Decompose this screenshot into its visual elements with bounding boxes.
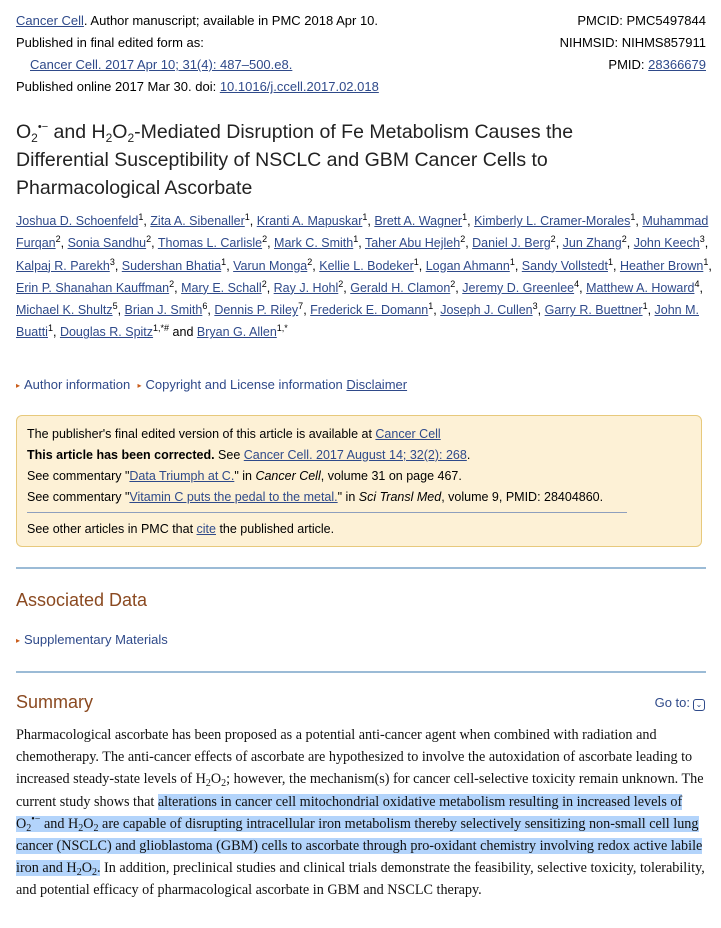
manuscript-note: . Author manuscript; available in PMC 2018 Apr 10.	[83, 13, 379, 28]
triangle-right-icon: ▸	[137, 381, 142, 390]
author-link[interactable]: Kellie L. Bodeker	[319, 258, 414, 273]
author-link[interactable]: John Keech	[633, 236, 700, 251]
selected-text: alterations in cancer cell mitochondrial oxidative metabolism resulting in increased levels of $O_2^{•-}$ and $H_2O_2$ are capable of disrupting intracellular iron metabolism thereby selectively sensitizing non-small cell lung cancer (NSCLC) and glioblastoma (GBM) cells to ascorbate through pro-oxidant chemistry involving redox active labile iron and $H_2O_2$.	[16, 793, 703, 879]
author-information-link[interactable]: Author information	[24, 377, 131, 392]
article-title: $O_2^{•-}$ and $H_2O_2$-Mediated Disruption of Fe Metabolism Causes the Differential Susceptibility of NSCLC and GBM Cancer Cells to Pharmacological Ascorbate	[16, 121, 574, 199]
author-link[interactable]: Sudershan Bhatia	[121, 258, 222, 273]
author-link[interactable]: Joshua D. Schoenfeld	[16, 214, 139, 228]
author-list: Joshua D. Schoenfeld$^1$, Zita A. Sibenaller$^1$, Kranti A. Mapuskar$^1$, Brett A. Wagner$^1$, Kimberly L. Cramer-Morales$^1$, Muhammad Furqan$^2$, Sonia Sandhu$^2$, Thomas L. Carlisle$^2$, Mark C. Smith$^1$, Taher Abu Hejleh$^2$, Daniel J. Berg$^2$, Jun Zhang$^2$, John Keech$^3$, Kalpaj R. Parekh$^3$, Sudershan Bhatia$^1$, Varun Monga$^2$, Kellie L. Bodeker$^1$, Logan Ahmann$^1$, Sandy Vollstedt$^1$, Heather Brown$^1$, Erin P. Shanahan Kauffman$^2$, Mary E. Schall$^2$, Ray J. Hohl$^2$, Gerald H. Clamon$^2$, Jeremy D. Greenlee$^4$, Matthew A. Howard$^4$, Michael K. Shultz$^5$, Brian J. Smith$^6$, Dennis P. Riley$^7$, Frederick E. Domann$^1$, Joseph J. Cullen$^3$, Garry R. Buettner$^1$, John M. Buatti$^1$, Douglas R. Spitz$^{1,*\#}$ and Bryan G. Allen$^{1,*}$	[16, 212, 712, 340]
citation-meta	[16, 10, 706, 98]
author-link[interactable]: Ray J. Hohl	[273, 280, 339, 295]
publisher-notice-box: The publisher's final edited version of this article is available at Cancer Cell This article has been corrected. See Cancer Cell. 2017 August 14; 32(2): 268. See commentary "Data Triumph at C." in Cancer Cell, volume 31 on page 467. See commentary "Vitamin C puts the pedal to the metal." in Sci Transl Med, volume 9, PMID: 28404860. See other articles in PMC that cite the published article.	[16, 415, 702, 547]
author-link[interactable]: Thomas L. Carlisle	[157, 236, 263, 251]
supplementary-expander	[16, 632, 168, 647]
author-link[interactable]: Garry R. Buettner	[544, 303, 643, 318]
citation-link[interactable]: Cancer Cell. 2017 Apr 10; 31(4): 487–500.e8.	[30, 57, 293, 72]
author-link[interactable]: Erin P. Shanahan Kauffman	[16, 280, 170, 295]
divider	[27, 512, 627, 513]
affiliation-marker: 1	[138, 212, 144, 222]
doi-link[interactable]: 10.1016/j.ccell.2017.02.018	[219, 79, 379, 94]
author-link[interactable]: Brett A. Wagner	[374, 214, 463, 228]
author-link[interactable]: Logan Ahmann	[425, 258, 510, 273]
affiliation-marker: 1	[47, 323, 53, 334]
final-version-link[interactable]: Cancer Cell	[375, 427, 441, 441]
affiliation-marker: 2	[621, 234, 627, 245]
author-link[interactable]: Sandy Vollstedt	[521, 258, 608, 273]
affiliation-marker: 2	[450, 278, 456, 289]
author-link[interactable]: Joseph J. Cullen	[440, 303, 533, 318]
affiliation-marker: 2	[146, 234, 152, 245]
pmid-link[interactable]: 28366679	[648, 57, 706, 72]
author-link[interactable]: Kimberly L. Cramer-Morales	[474, 214, 631, 228]
affiliation-marker: 1	[509, 256, 515, 267]
triangle-right-icon: ▸	[16, 381, 21, 390]
section-rule	[16, 567, 706, 569]
author-link[interactable]: Michael K. Shultz	[16, 303, 113, 318]
correction-link[interactable]: Cancer Cell. 2017 August 14; 32(2): 268	[243, 448, 467, 462]
commentary-1-link[interactable]: Data Triumph at C.	[129, 469, 235, 483]
author-link[interactable]: Gerald H. Clamon	[350, 280, 451, 295]
affiliation-marker: 1	[607, 256, 613, 267]
affiliation-marker: 1	[413, 256, 419, 267]
section-rule	[16, 671, 706, 673]
affiliation-marker: 2	[460, 234, 466, 245]
affiliation-marker: 2	[307, 256, 313, 267]
pmid-label: PMID:	[608, 57, 649, 72]
author-link[interactable]: Matthew A. Howard	[586, 280, 695, 295]
affiliation-marker: 1	[221, 256, 227, 267]
author-expanders	[16, 377, 407, 392]
affiliation-marker: 1,*#	[153, 323, 170, 334]
affiliation-marker: 3	[532, 301, 538, 312]
author-link[interactable]: Douglas R. Spitz	[59, 325, 154, 340]
disclaimer-link[interactable]: Disclaimer	[346, 377, 408, 392]
affiliation-marker: 6	[202, 301, 208, 312]
chevron-down-icon[interactable]: ⌄	[693, 699, 705, 711]
author-link[interactable]: Mark C. Smith	[274, 236, 354, 251]
affiliation-marker: 2	[55, 234, 61, 245]
author-link[interactable]: Jeremy D. Greenlee	[462, 280, 575, 295]
affiliation-marker: 7	[298, 301, 304, 312]
affiliation-marker: 1	[630, 212, 636, 222]
author-link[interactable]: Heather Brown	[619, 258, 704, 273]
author-link[interactable]: Jun Zhang	[562, 236, 622, 251]
author-link[interactable]: John M. Buatti	[16, 303, 699, 340]
supplementary-materials-link[interactable]: Supplementary Materials	[24, 632, 168, 647]
author-link[interactable]: Zita A. Sibenaller	[150, 214, 245, 228]
triangle-right-icon: ▸	[16, 636, 21, 645]
author-link[interactable]: Frederick E. Domann	[310, 303, 429, 318]
journal-link[interactable]: Cancer Cell	[16, 13, 84, 28]
author-link[interactable]: Mary E. Schall	[181, 280, 262, 295]
summary-paragraph: Pharmacological ascorbate has been proposed as a potential anti-cancer agent when combined with radiation and chemotherapy. The anti-cancer effects of ascorbate are hypothesized to involve the autoxidation of ascorbate leading to increased steady-state levels of $H_2O_2$; however, the mechanism(s) for cancer cell-selective toxicity remain unknown. The current study shows that alterations in cancer cell mitochondrial oxidative metabolism resulting in increased levels of $O_2^{•-}$ and $H_2O_2$ are capable of disrupting intracellular iron metabolism thereby selectively sensitizing non-small cell lung cancer (NSCLC) and glioblastoma (GBM) cells to ascorbate through pro-oxidant chemistry involving redox active labile iron and $H_2O_2$. In addition, preclinical studies and clinical trials demonstrate the feasibility, selective toxicity, tolerability, and potential efficacy of pharmacological ascorbate in GBM and NSCLC therapy.	[16, 727, 705, 899]
author-link[interactable]: Bryan G. Allen	[196, 325, 277, 340]
online-prefix: Published online 2017 Mar 30. doi:	[16, 79, 220, 94]
affiliation-marker: 4	[574, 278, 580, 289]
affiliation-marker: 2	[338, 278, 344, 289]
author-link[interactable]: Sonia Sandhu	[67, 236, 147, 251]
commentary-2-link[interactable]: Vitamin C puts the pedal to the metal.	[129, 490, 338, 504]
associated-data-heading: Associated Data	[16, 590, 148, 610]
author-link[interactable]: Kranti A. Mapuskar	[256, 214, 363, 228]
affiliation-marker: 5	[112, 301, 118, 312]
affiliation-marker: 2	[262, 234, 268, 245]
author-link[interactable]: Dennis P. Riley	[214, 303, 299, 318]
author-link[interactable]: Kalpaj R. Parekh	[16, 258, 110, 273]
affiliation-marker: 1	[428, 301, 434, 312]
affiliation-marker: 1	[462, 212, 468, 222]
go-to-menu[interactable]: Go to: ⌄	[655, 695, 705, 711]
affiliation-marker: 2	[550, 234, 556, 245]
author-link[interactable]: Brian J. Smith	[124, 303, 203, 318]
author-link[interactable]: Varun Monga	[233, 258, 308, 273]
author-link[interactable]: Taher Abu Hejleh	[364, 236, 461, 251]
summary-heading: Summary	[16, 692, 94, 712]
affiliation-marker: 1	[353, 234, 359, 245]
affiliation-marker: 4	[694, 278, 700, 289]
affiliation-marker: 2	[169, 278, 175, 289]
affiliation-marker: 1	[362, 212, 368, 222]
pmcid: PMCID: PMC5497844	[577, 13, 706, 28]
author-link[interactable]: Muhammad Furqan	[16, 214, 709, 251]
affiliation-marker: 1	[703, 256, 709, 267]
affiliation-marker: 2	[261, 278, 267, 289]
affiliation-marker: 3	[699, 234, 705, 245]
affiliation-marker: 1	[244, 212, 250, 222]
affiliation-marker: 1,*	[276, 323, 288, 334]
published-final-label: Published in final edited form as:	[16, 35, 204, 50]
authors-and: and	[172, 325, 194, 340]
copyright-link[interactable]: Copyright and License information	[145, 377, 343, 392]
cite-link[interactable]: cite	[196, 522, 216, 536]
affiliation-marker: 1	[642, 301, 648, 312]
nihmsid: NIHMSID: NIHMS857911	[559, 35, 706, 50]
affiliation-marker: 3	[109, 256, 115, 267]
author-link[interactable]: Daniel J. Berg	[472, 236, 551, 251]
